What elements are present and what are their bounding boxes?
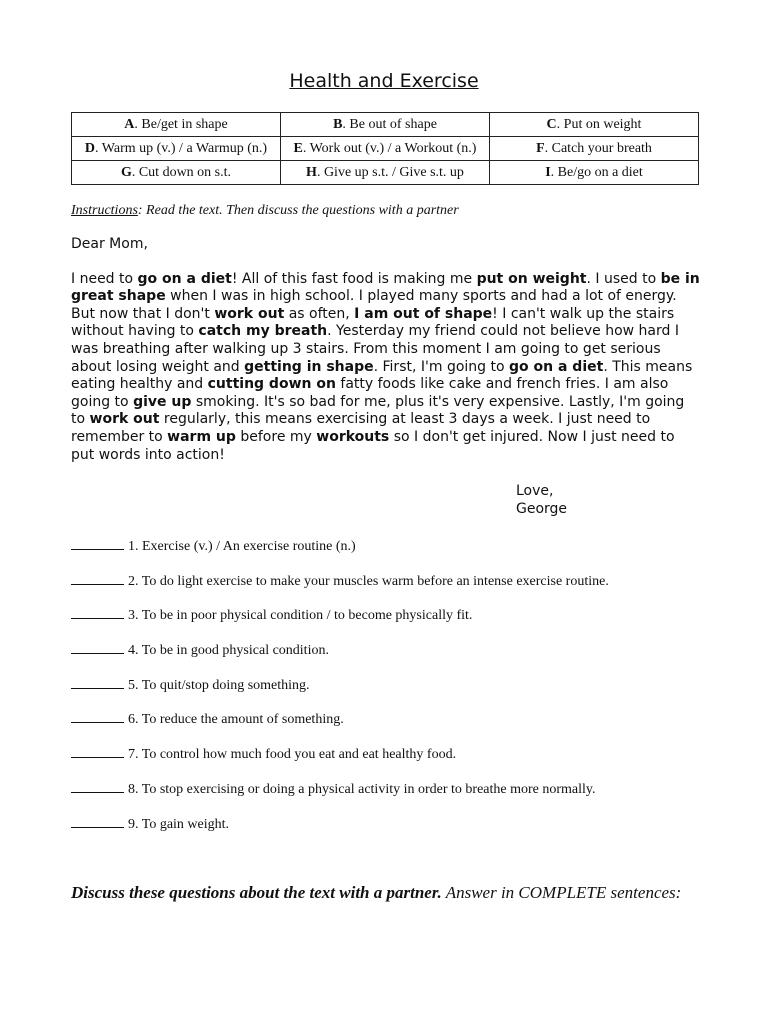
vocab-phrase: . Warm up (v.) / a Warmup (n.) (95, 140, 268, 156)
letter-key-phrase: be in great shape (71, 270, 700, 305)
letter-key-phrase: go on a diet (137, 270, 232, 287)
definition-item (71, 710, 711, 745)
letter-text: . First, I'm going to (373, 358, 509, 375)
answer-blank[interactable] (71, 641, 124, 654)
letter-key-phrase: cutting down on (207, 376, 336, 393)
vocab-letter: G (120, 164, 132, 180)
vocab-row (72, 161, 699, 185)
vocab-cell (72, 113, 281, 137)
letter-key-phrase: work out (89, 411, 160, 428)
letter-text: ! I can't walk up the stairs without having to (71, 305, 675, 340)
letter-text: as often, (284, 305, 355, 322)
vocab-phrase: . Be out of shape (342, 116, 437, 132)
vocab-phrase: . Put on weight (556, 116, 642, 132)
letter-signoff (516, 483, 567, 518)
letter-signature: George (516, 500, 568, 517)
letter-text: ! All of this fast food is making me (231, 270, 477, 287)
instructions (71, 203, 459, 219)
answer-blank[interactable] (71, 710, 124, 723)
vocab-phrase: . Be/go on a diet (550, 164, 643, 180)
letter-text: . I used to (586, 270, 661, 287)
definition-item (71, 676, 711, 711)
vocab-letter: H (306, 164, 317, 180)
letter-text: . This means eating healthy and (71, 358, 693, 393)
answer-blank[interactable] (71, 780, 124, 793)
letter-key-phrase: put on weight (476, 270, 587, 287)
letter-key-phrase: warm up (167, 428, 236, 445)
vocab-cell (281, 113, 490, 137)
vocab-cell (490, 161, 699, 185)
vocab-cell (72, 137, 281, 161)
vocabulary-table (71, 112, 699, 185)
discussion-prompt-rest: Answer in COMPLETE sentences: (441, 883, 682, 902)
answer-blank[interactable] (71, 745, 124, 758)
letter-key-phrase: I am out of shape (354, 305, 493, 322)
letter-text: smoking. It's so bad for me, plus it's very expensive. Lastly, I'm going to (71, 393, 685, 428)
letter-key-phrase: workouts (316, 428, 390, 445)
letter-text: . Yesterday my friend could not believe how hard I was breathing after walking up 3 stairs. From this moment I am going to get serious about losing weight and (71, 323, 679, 375)
definition-item (71, 572, 711, 607)
vocab-row (72, 137, 699, 161)
definition-text: 8. To stop exercising or doing a physical activity in order to breathe more normally. (128, 781, 596, 797)
definition-item (71, 745, 711, 780)
definitions-list (71, 537, 711, 849)
vocab-cell (281, 161, 490, 185)
vocab-letter: I (545, 164, 551, 180)
vocab-phrase: . Be/get in shape (134, 116, 228, 132)
vocab-letter: E (293, 140, 303, 156)
letter-key-phrase: work out (214, 305, 285, 322)
letter-text: I need to (71, 270, 138, 287)
letter (71, 236, 701, 464)
definition-item (71, 537, 711, 572)
vocab-letter: D (84, 140, 96, 156)
definition-item (71, 780, 711, 815)
definition-text: 9. To gain weight. (128, 816, 230, 832)
vocab-letter: A (124, 116, 135, 132)
letter-key-phrase: catch my breath (198, 323, 328, 340)
definition-text: 5. To quit/stop doing something. (128, 677, 310, 693)
vocab-letter: B (333, 116, 343, 132)
letter-key-phrase: getting in shape (244, 358, 374, 375)
letter-text: so I don't get injured. Now I just need to put words into action! (71, 428, 675, 463)
vocab-row (72, 113, 699, 137)
letter-greeting: Dear Mom, (71, 236, 148, 252)
vocab-phrase: . Work out (v.) / a Workout (n.) (302, 140, 477, 156)
answer-blank[interactable] (71, 537, 124, 550)
answer-blank[interactable] (71, 676, 124, 689)
answer-blank[interactable] (71, 606, 124, 619)
discussion-prompt (71, 882, 691, 903)
instructions-label: Instructions (71, 203, 138, 218)
letter-text: when I was in high school. I played many sports and had a lot of energy. But now that I don't (71, 288, 677, 322)
vocab-cell (281, 137, 490, 161)
letter-text: regularly, this means exercising at least 3 days a week. I just need to remember to (71, 411, 651, 445)
letter-text: fatty foods like cake and french fries. I am also going to (71, 376, 669, 410)
vocab-letter: C (546, 116, 557, 132)
vocab-phrase: . Catch your breath (544, 140, 652, 156)
vocab-cell (490, 137, 699, 161)
page-title: Health and Exercise (289, 70, 479, 92)
definition-text: 4. To be in good physical condition. (128, 643, 329, 659)
vocab-letter: F (536, 140, 545, 156)
definition-text: 1. Exercise (v.) / An exercise routine (n.) (128, 539, 356, 554)
letter-closing: Love, (516, 483, 554, 499)
definition-item (71, 641, 711, 676)
definition-text: 6. To reduce the amount of something. (128, 712, 344, 728)
answer-blank[interactable] (71, 815, 124, 828)
vocab-cell (72, 161, 281, 185)
definition-item (71, 606, 711, 641)
definition-text: 3. To be in poor physical condition / to become physically fit. (128, 608, 473, 624)
letter-text: before my (235, 428, 317, 445)
instructions-text: : Read the text. Then discuss the questions with a partner (137, 203, 459, 218)
letter-key-phrase: go on a diet (509, 358, 604, 375)
letter-key-phrase: give up (133, 393, 192, 410)
definition-text: 2. To do light exercise to make your muscles warm before an intense exercise routine. (128, 573, 609, 589)
definition-text: 7. To control how much food you eat and eat healthy food. (128, 747, 457, 763)
answer-blank[interactable] (71, 572, 124, 585)
letter-body (71, 271, 701, 465)
vocab-phrase: . Cut down on s.t. (131, 164, 232, 180)
definition-item (71, 815, 711, 850)
discussion-prompt-bold: Discuss these questions about the text with a partner. (71, 883, 442, 902)
vocab-cell (490, 113, 699, 137)
vocab-phrase: . Give up s.t. / Give s.t. up (316, 164, 464, 180)
